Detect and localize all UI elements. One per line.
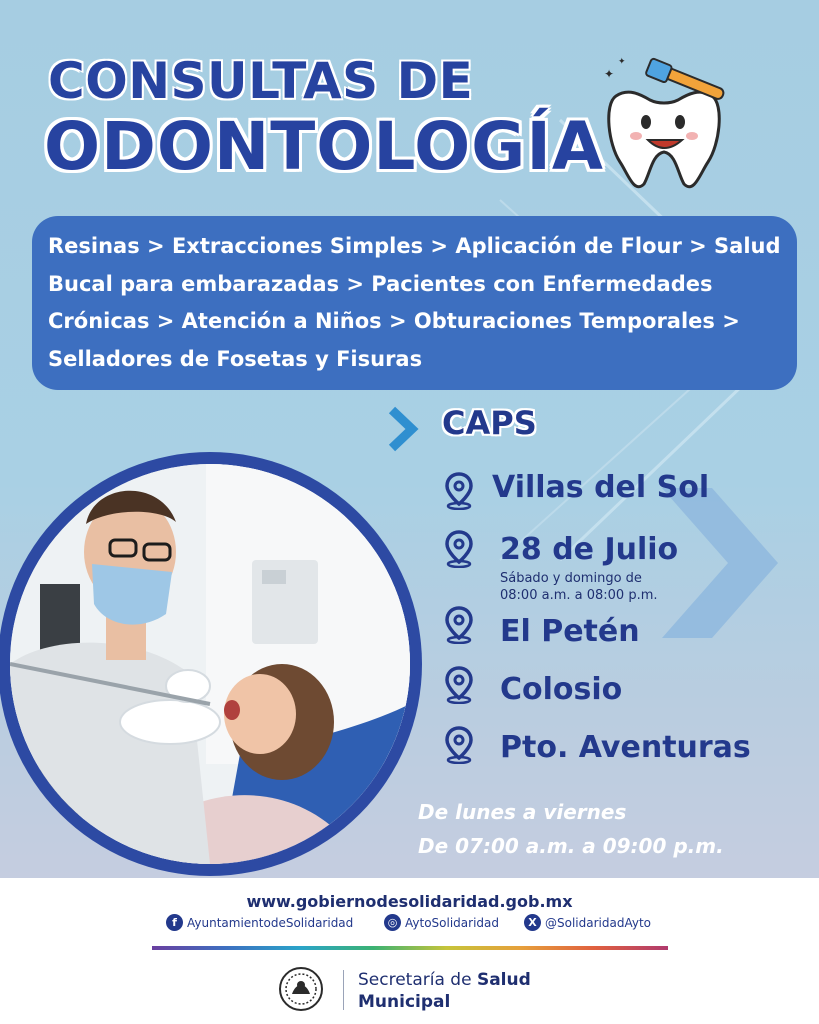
location-28-de-julio-note-2: 08:00 a.m. a 08:00 p.m. bbox=[500, 588, 658, 603]
location-28-de-julio: 28 de Julio bbox=[500, 532, 679, 567]
chevron-right-icon bbox=[386, 404, 420, 454]
department-line-2: Municipal bbox=[358, 992, 451, 1012]
social-instagram-handle: AytoSolidaridad bbox=[405, 915, 499, 930]
x-icon: X bbox=[524, 914, 541, 931]
department-line-1 bbox=[358, 970, 531, 990]
dentist-photo bbox=[10, 464, 410, 864]
social-links bbox=[166, 914, 666, 934]
department-prefix: Secretaría de bbox=[358, 970, 472, 990]
social-x-handle: @SolidaridadAyto bbox=[545, 915, 651, 930]
hours-days: De lunes a viernes bbox=[418, 800, 627, 824]
instagram-icon: ◎ bbox=[384, 914, 401, 931]
facebook-icon: f bbox=[166, 914, 183, 931]
location-pto-aventuras: Pto. Aventuras bbox=[500, 730, 751, 765]
rainbow-divider bbox=[152, 946, 668, 950]
tooth-mascot-icon bbox=[594, 44, 734, 194]
services-list: Resinas > Extracciones Simples > Aplicación de Flour > Salud Bucal para embarazadas > Pacientes con Enfermedades Crónicas > Atención a Niños > Obturaciones Temporales > Selladores de Fosetas y Fisuras bbox=[48, 234, 781, 371]
municipal-seal-icon bbox=[278, 966, 324, 1012]
title-line-1: CONSULTAS DE bbox=[48, 52, 474, 110]
department-bold: Salud bbox=[476, 970, 531, 990]
location-el-peten: El Petén bbox=[500, 614, 640, 649]
location-pin-icon bbox=[444, 726, 474, 764]
social-facebook-handle: AyuntamientodeSolidaridad bbox=[187, 915, 354, 930]
social-instagram[interactable] bbox=[384, 914, 499, 931]
footer-separator bbox=[343, 970, 344, 1010]
social-facebook[interactable] bbox=[166, 914, 353, 931]
location-villas-del-sol: Villas del Sol bbox=[492, 470, 710, 505]
location-pin-icon bbox=[444, 530, 474, 568]
footer bbox=[0, 878, 819, 1024]
services-panel bbox=[32, 216, 797, 390]
dentist-illustration bbox=[10, 464, 410, 864]
title-line-2: ODONTOLOGÍA bbox=[44, 108, 604, 185]
svg-text:✦: ✦ bbox=[604, 67, 615, 81]
website-link[interactable]: www.gobiernodesolidaridad.gob.mx bbox=[246, 892, 573, 911]
hours-time: De 07:00 a.m. a 09:00 p.m. bbox=[418, 834, 724, 858]
location-pin-icon bbox=[444, 606, 474, 644]
location-28-de-julio-note-1: Sábado y domingo de bbox=[500, 571, 642, 586]
location-colosio: Colosio bbox=[500, 672, 623, 707]
location-pin-icon bbox=[444, 666, 474, 704]
caps-heading: CAPS bbox=[442, 404, 537, 442]
social-x[interactable] bbox=[524, 914, 651, 931]
svg-text:✦: ✦ bbox=[618, 57, 626, 67]
location-pin-icon bbox=[444, 472, 474, 510]
